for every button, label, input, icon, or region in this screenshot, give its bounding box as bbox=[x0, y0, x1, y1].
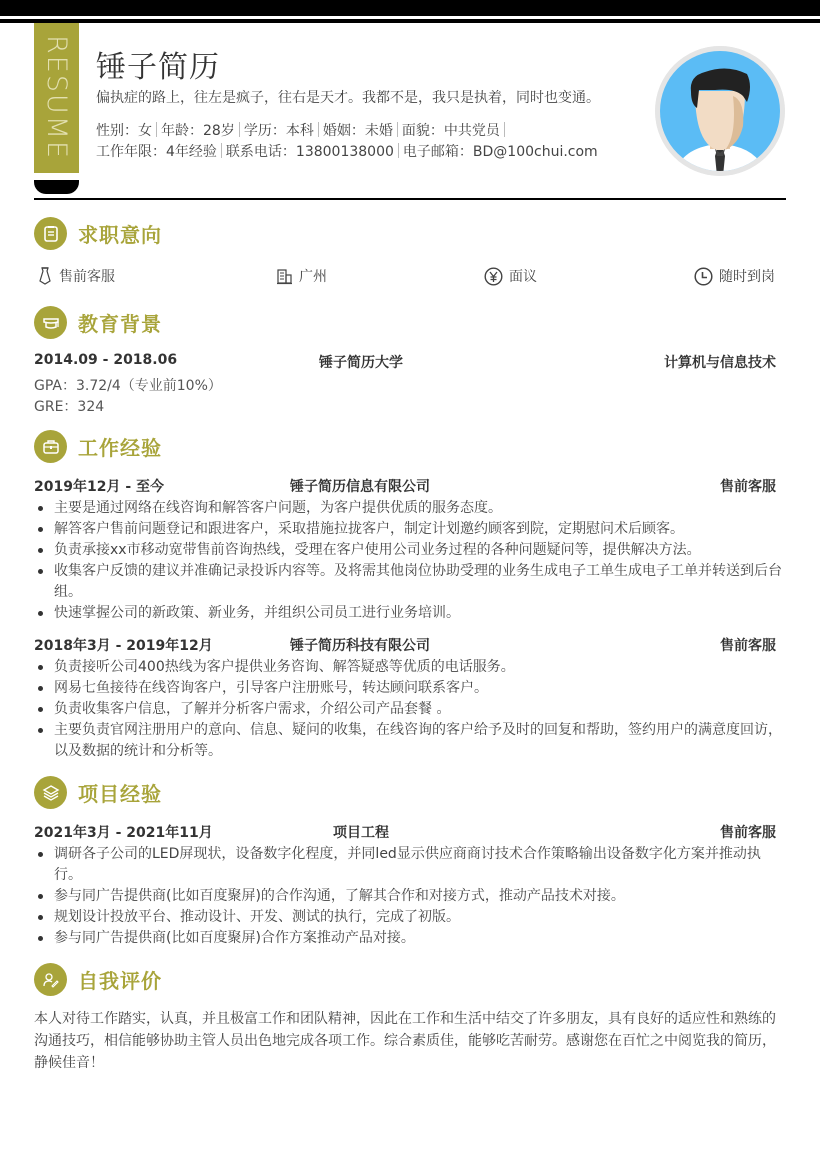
info-phone: 联系电话：13800138000 bbox=[225, 144, 394, 160]
list-item: 参与同广告提供商(比如百度聚屏)的合作沟通，了解其合作和对接方式，推动产品技术对接。 bbox=[34, 886, 786, 907]
project-name: 项目工程 bbox=[333, 825, 389, 841]
education-gre: GRE：324 bbox=[34, 399, 105, 415]
top-black-bar bbox=[0, 0, 820, 16]
job-1-row bbox=[34, 476, 776, 496]
intent-availability-label: 随时到岗 bbox=[719, 269, 775, 285]
education-major: 计算机与信息技术 bbox=[664, 355, 776, 371]
job-2-period: 2018年3月 - 2019年12月 bbox=[34, 638, 213, 654]
section-title-text: 求职意向 bbox=[78, 223, 162, 247]
list-item: 收集客户反馈的建议并准确记录投诉内容等。及将需其他岗位协助受理的业务生成电子工单生成电子工单并转送到后台组。 bbox=[34, 561, 786, 603]
separator bbox=[504, 122, 505, 137]
project-row bbox=[34, 822, 776, 842]
education-gpa: GPA：3.72/4（专业前10%） bbox=[34, 378, 222, 394]
job-1-bullets bbox=[34, 498, 786, 624]
section-title-work bbox=[34, 430, 162, 463]
intent-salary-label: 面议 bbox=[509, 269, 537, 285]
avatar bbox=[655, 46, 785, 176]
tie-icon bbox=[37, 267, 53, 285]
graduation-cap-icon bbox=[34, 306, 67, 339]
candidate-name: 锤子简历 bbox=[96, 50, 220, 85]
list-item: 主要是通过网络在线咨询和解答客户问题，为客户提供优质的服务态度。 bbox=[34, 498, 786, 519]
section-title-text: 自我评价 bbox=[78, 969, 162, 993]
info-age: 年龄：28岁 bbox=[161, 123, 235, 139]
section-title-intent bbox=[34, 217, 162, 250]
intent-position-label: 售前客服 bbox=[59, 269, 115, 285]
layers-icon bbox=[34, 776, 67, 809]
resume-vertical-tag bbox=[34, 23, 79, 173]
top-rule bbox=[0, 19, 820, 23]
project-role: 售前客服 bbox=[720, 825, 776, 841]
job-2-role: 售前客服 bbox=[720, 638, 776, 654]
job-2-bullets bbox=[34, 657, 786, 762]
list-item: 网易七鱼接待在线咨询客户，引导客户注册账号，转达顾问联系客户。 bbox=[34, 678, 786, 699]
section-title-project bbox=[34, 776, 162, 809]
yen-icon bbox=[484, 267, 503, 286]
education-school: 锤子简历大学 bbox=[319, 355, 403, 371]
list-item: 快速掌握公司的新政策、新业务，并组织公司员工进行业务培训。 bbox=[34, 603, 786, 624]
job-1-role: 售前客服 bbox=[720, 479, 776, 495]
list-item: 主要负责官网注册用户的意向、信息、疑问的收集，在线咨询的客户给予及时的回复和帮助，签约用户的满意度回访，以及数据的统计和分析等。 bbox=[34, 720, 786, 762]
self-evaluation-text: 本人对待工作踏实，认真，并且极富工作和团队精神，因此在工作和生活中结交了许多朋友，具有良好的适应性和熟练的沟通技巧，相信能够协助主管人员出色地完成各项工作。综合素质佳，能够吃苦耐劳。感谢您在百忙之中阅览我的简历，静候佳音！ bbox=[34, 1011, 776, 1071]
list-item: 规划设计投放平台、推动设计、开发、测试的执行，完成了初版。 bbox=[34, 907, 786, 928]
info-gender: 性别：女 bbox=[96, 123, 152, 139]
info-political: 面貌：中共党员 bbox=[401, 123, 500, 139]
job-1-period: 2019年12月 - 至今 bbox=[34, 479, 165, 495]
education-row bbox=[34, 352, 776, 372]
separator bbox=[156, 122, 157, 137]
separator bbox=[397, 122, 398, 137]
project-period: 2021年3月 - 2021年11月 bbox=[34, 825, 213, 841]
list-item: 参与同广告提供商(比如百度聚屏)合作方案推动产品对接。 bbox=[34, 928, 786, 949]
job-2-row bbox=[34, 635, 776, 655]
resume-tag-text: RESUME bbox=[41, 35, 72, 161]
basic-info-line-1 bbox=[96, 120, 509, 140]
intent-salary bbox=[484, 266, 537, 286]
section-title-self bbox=[34, 963, 162, 996]
intent-city bbox=[276, 266, 327, 286]
separator bbox=[318, 122, 319, 137]
section-title-text: 项目经验 bbox=[78, 782, 162, 806]
project-bullets bbox=[34, 844, 786, 949]
briefcase-icon bbox=[34, 430, 67, 463]
motto: 偏执症的路上，往左是疯子，往右是天才。我都不是，我只是执着，同时也变通。 bbox=[96, 90, 600, 106]
job-intent-row bbox=[34, 266, 776, 288]
list-item: 调研各子公司的LED屏现状，设备数字化程度，并同led显示供应商商讨技术合作策略输出设备数字化方案并推动执行。 bbox=[34, 844, 786, 886]
clock-icon bbox=[694, 267, 713, 286]
info-marital: 婚姻：未婚 bbox=[322, 123, 393, 139]
user-edit-icon bbox=[34, 963, 67, 996]
list-item: 负责收集客户信息，了解并分析客户需求，介绍公司产品套餐 。 bbox=[34, 699, 786, 720]
info-years: 工作年限：4年经验 bbox=[96, 144, 217, 160]
intent-availability bbox=[694, 266, 775, 286]
basic-info-line-2 bbox=[96, 141, 598, 161]
section-title-education bbox=[34, 306, 162, 339]
job-1-company: 锤子简历信息有限公司 bbox=[290, 479, 430, 495]
avatar-illustration-icon bbox=[655, 46, 785, 176]
list-item: 解答客户售前问题登记和跟进客户，采取措施拉拢客户，制定计划邀约顾客到院，定期慰问术后顾客。 bbox=[34, 519, 786, 540]
resume-tag-cap bbox=[34, 180, 79, 194]
section-title-text: 教育背景 bbox=[78, 312, 162, 336]
job-2-company: 锤子简历科技有限公司 bbox=[290, 638, 430, 654]
education-period: 2014.09 - 2018.06 bbox=[34, 352, 178, 368]
separator bbox=[239, 122, 240, 137]
separator bbox=[398, 143, 399, 158]
building-icon bbox=[276, 268, 293, 285]
separator bbox=[221, 143, 222, 158]
clipboard-icon bbox=[34, 217, 67, 250]
info-email: 电子邮箱：BD@100chui.com bbox=[402, 144, 598, 160]
section-title-text: 工作经验 bbox=[78, 436, 162, 460]
info-education: 学历：本科 bbox=[243, 123, 314, 139]
intent-position bbox=[37, 266, 115, 286]
list-item: 负责接听公司400热线为客户提供业务咨询、解答疑惑等优质的电话服务。 bbox=[34, 657, 786, 678]
list-item: 负责承接xx市移动宽带售前咨询热线，受理在客户使用公司业务过程的各种问题疑问等，提供解决方法。 bbox=[34, 540, 786, 561]
intent-city-label: 广州 bbox=[299, 269, 327, 285]
header-divider bbox=[34, 198, 786, 200]
